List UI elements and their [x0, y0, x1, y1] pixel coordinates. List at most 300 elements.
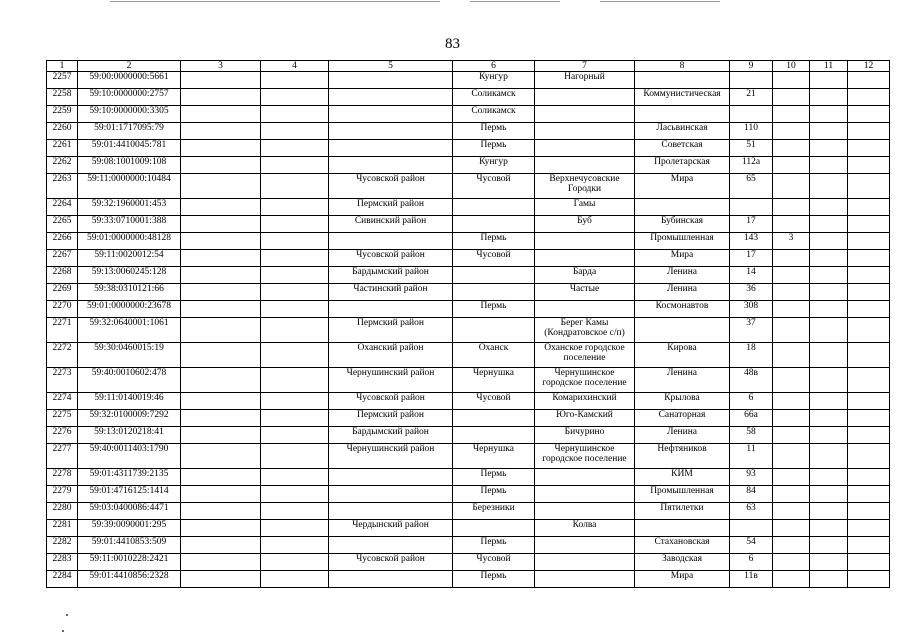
- table-cell: Санаторная: [635, 410, 730, 427]
- table-cell: [810, 123, 848, 140]
- scan-top-rule: [470, 1, 560, 2]
- table-cell: [810, 444, 848, 469]
- table-cell: Пермь: [453, 233, 535, 250]
- table-cell: [181, 123, 261, 140]
- table-cell: [810, 318, 848, 343]
- table-cell: 2275: [47, 410, 78, 427]
- table-cell: [810, 393, 848, 410]
- table-cell: Крылова: [635, 393, 730, 410]
- table-cell: 2258: [47, 89, 78, 106]
- table-row: [47, 410, 890, 427]
- table-cell: [261, 503, 329, 520]
- table-cell: Пролетарская: [635, 157, 730, 174]
- table-row: [47, 140, 890, 157]
- table-cell: [773, 318, 810, 343]
- table-cell: [181, 199, 261, 216]
- column-header: 7: [535, 61, 635, 72]
- table-cell: 59:11:0000000:10484: [78, 174, 181, 199]
- table-cell: [848, 250, 890, 267]
- table-cell: [261, 427, 329, 444]
- table-row: [47, 537, 890, 554]
- table-cell: [810, 427, 848, 444]
- table-cell: [635, 199, 730, 216]
- column-header: 12: [848, 61, 890, 72]
- table-cell: 59:32:1960001:453: [78, 199, 181, 216]
- table-header-row: [47, 61, 890, 72]
- table-cell: [810, 157, 848, 174]
- table-cell: [773, 469, 810, 486]
- table-cell: 59:33:0710001:388: [78, 216, 181, 233]
- table-cell: [181, 250, 261, 267]
- table-cell: [773, 520, 810, 537]
- table-cell: [535, 503, 635, 520]
- table-cell: [773, 393, 810, 410]
- table-cell: Берег Камы (Кондратовское с/п): [535, 318, 635, 343]
- column-header: 4: [261, 61, 329, 72]
- table-cell: [261, 571, 329, 588]
- table-cell: [773, 427, 810, 444]
- table-cell: [635, 106, 730, 123]
- table-cell: [329, 157, 453, 174]
- table-row: [47, 503, 890, 520]
- table-cell: Кунгур: [453, 72, 535, 89]
- table-cell: Чусовской район: [329, 554, 453, 571]
- table-cell: [261, 554, 329, 571]
- table-cell: [773, 106, 810, 123]
- table-cell: 110: [730, 123, 773, 140]
- table-cell: [181, 267, 261, 284]
- table-cell: [848, 284, 890, 301]
- table-cell: [261, 410, 329, 427]
- table-cell: Пятилетки: [635, 503, 730, 520]
- table-cell: [810, 233, 848, 250]
- table-cell: [181, 174, 261, 199]
- table-cell: 2268: [47, 267, 78, 284]
- table-cell: [535, 123, 635, 140]
- table-cell: [810, 199, 848, 216]
- table-cell: 37: [730, 318, 773, 343]
- table-cell: Пермь: [453, 301, 535, 318]
- table-cell: [181, 503, 261, 520]
- table-cell: [848, 199, 890, 216]
- table-row: [47, 554, 890, 571]
- table-cell: [848, 410, 890, 427]
- table-cell: [261, 267, 329, 284]
- table-cell: [773, 157, 810, 174]
- table-cell: [848, 123, 890, 140]
- table-cell: 59:01:4410045:781: [78, 140, 181, 157]
- page-number: 83: [445, 36, 460, 52]
- column-header: 10: [773, 61, 810, 72]
- table-cell: [848, 393, 890, 410]
- table-cell: [848, 520, 890, 537]
- table-row: [47, 233, 890, 250]
- table-cell: Промышленная: [635, 233, 730, 250]
- table-cell: Кунгур: [453, 157, 535, 174]
- table-cell: 59:08:1001009:108: [78, 157, 181, 174]
- table-cell: 59:13:0120218:41: [78, 427, 181, 444]
- table-cell: 59:39:0090001:295: [78, 520, 181, 537]
- table-cell: Чернушинское городское поселение: [535, 444, 635, 469]
- column-header: 3: [181, 61, 261, 72]
- table-cell: [635, 72, 730, 89]
- table-cell: [261, 233, 329, 250]
- table-cell: [181, 368, 261, 393]
- table-cell: [810, 72, 848, 89]
- table-cell: [535, 537, 635, 554]
- table-cell: Промышленная: [635, 486, 730, 503]
- table-cell: [773, 267, 810, 284]
- table-cell: 17: [730, 216, 773, 233]
- table-cell: Пермь: [453, 140, 535, 157]
- table-cell: 112а: [730, 157, 773, 174]
- table-row: [47, 486, 890, 503]
- table-cell: 17: [730, 250, 773, 267]
- table-cell: 2273: [47, 368, 78, 393]
- table-cell: [848, 469, 890, 486]
- table-cell: [773, 123, 810, 140]
- table-cell: 51: [730, 140, 773, 157]
- table-cell: 2280: [47, 503, 78, 520]
- table-cell: 65: [730, 174, 773, 199]
- table-cell: Бичурино: [535, 427, 635, 444]
- table-cell: Чернушинский район: [329, 368, 453, 393]
- table-cell: Космонавтов: [635, 301, 730, 318]
- table-cell: Чернушка: [453, 368, 535, 393]
- table-cell: [535, 250, 635, 267]
- table-cell: [453, 520, 535, 537]
- table-cell: Нагорный: [535, 72, 635, 89]
- table-row: [47, 343, 890, 368]
- table-cell: Буб: [535, 216, 635, 233]
- table-cell: 2259: [47, 106, 78, 123]
- table-cell: [261, 123, 329, 140]
- table-cell: 54: [730, 537, 773, 554]
- table-cell: [261, 157, 329, 174]
- table-cell: [535, 301, 635, 318]
- table-cell: Колва: [535, 520, 635, 537]
- table-cell: 11: [730, 444, 773, 469]
- table-cell: [329, 233, 453, 250]
- table-cell: [810, 554, 848, 571]
- table-cell: [329, 537, 453, 554]
- table-cell: 2270: [47, 301, 78, 318]
- table-cell: Юго-Камский: [535, 410, 635, 427]
- table-cell: [453, 199, 535, 216]
- table-cell: 14: [730, 267, 773, 284]
- table-cell: Чусовской район: [329, 393, 453, 410]
- table-cell: Чусовской район: [329, 250, 453, 267]
- table-cell: [181, 571, 261, 588]
- table-cell: [848, 318, 890, 343]
- table-cell: 2266: [47, 233, 78, 250]
- scan-top-rule: [110, 1, 440, 2]
- table-row: [47, 106, 890, 123]
- table-cell: [773, 537, 810, 554]
- table-cell: Нефтяников: [635, 444, 730, 469]
- table-row: [47, 199, 890, 216]
- table-cell: [810, 284, 848, 301]
- table-row: [47, 123, 890, 140]
- table-cell: [535, 571, 635, 588]
- table-cell: [261, 368, 329, 393]
- table-cell: 59:13:0060245:128: [78, 267, 181, 284]
- table-cell: [261, 174, 329, 199]
- table-cell: [261, 72, 329, 89]
- table-cell: [773, 444, 810, 469]
- table-cell: 2267: [47, 250, 78, 267]
- table-cell: Ленина: [635, 284, 730, 301]
- table-cell: [848, 368, 890, 393]
- table-cell: 2261: [47, 140, 78, 157]
- table-row: [47, 393, 890, 410]
- table-cell: 59:11:0010228:2421: [78, 554, 181, 571]
- table-cell: 3: [773, 233, 810, 250]
- table-cell: [261, 393, 329, 410]
- table-row: [47, 89, 890, 106]
- table-cell: 66а: [730, 410, 773, 427]
- table-cell: [773, 216, 810, 233]
- table-cell: 2284: [47, 571, 78, 588]
- table-cell: [181, 520, 261, 537]
- table-cell: 59:38:0310121:66: [78, 284, 181, 301]
- table-cell: Верхнечусовские Городки: [535, 174, 635, 199]
- column-header: 1: [47, 61, 78, 72]
- table-cell: [773, 571, 810, 588]
- table-cell: [535, 89, 635, 106]
- table-cell: [810, 469, 848, 486]
- table-cell: Пермь: [453, 537, 535, 554]
- table-cell: [261, 106, 329, 123]
- registry-body: [47, 72, 890, 588]
- table-cell: [261, 284, 329, 301]
- table-cell: [329, 486, 453, 503]
- table-cell: [535, 469, 635, 486]
- table-cell: Чусовой: [453, 554, 535, 571]
- table-cell: [261, 444, 329, 469]
- table-cell: [181, 140, 261, 157]
- table-cell: [181, 284, 261, 301]
- table-cell: [848, 486, 890, 503]
- table-cell: 59:01:4311739:2135: [78, 469, 181, 486]
- table-cell: 58: [730, 427, 773, 444]
- table-cell: 6: [730, 554, 773, 571]
- table-cell: Березники: [453, 503, 535, 520]
- table-cell: 2262: [47, 157, 78, 174]
- table-cell: [535, 140, 635, 157]
- table-row: [47, 444, 890, 469]
- table-cell: 84: [730, 486, 773, 503]
- table-cell: [261, 469, 329, 486]
- table-cell: 2269: [47, 284, 78, 301]
- table-cell: [453, 318, 535, 343]
- table-cell: [810, 216, 848, 233]
- table-cell: 59:11:0020012:54: [78, 250, 181, 267]
- table-cell: Чусовой: [453, 250, 535, 267]
- table-cell: Пермь: [453, 486, 535, 503]
- table-cell: [810, 250, 848, 267]
- table-cell: [848, 267, 890, 284]
- table-cell: [261, 199, 329, 216]
- table-cell: [848, 571, 890, 588]
- table-cell: 59:00:0000000:5661: [78, 72, 181, 89]
- table-cell: [773, 199, 810, 216]
- table-row: [47, 157, 890, 174]
- table-cell: [773, 503, 810, 520]
- table-cell: [773, 410, 810, 427]
- registry-table: [46, 60, 890, 588]
- table-cell: [810, 503, 848, 520]
- table-cell: [181, 89, 261, 106]
- table-cell: Мира: [635, 174, 730, 199]
- table-cell: [453, 216, 535, 233]
- table-cell: [810, 571, 848, 588]
- table-cell: [181, 106, 261, 123]
- table-cell: [848, 503, 890, 520]
- table-cell: 59:11:0140019:46: [78, 393, 181, 410]
- table-cell: Чернушинский район: [329, 444, 453, 469]
- table-cell: [848, 233, 890, 250]
- table-cell: [329, 89, 453, 106]
- table-cell: КИМ: [635, 469, 730, 486]
- table-cell: [261, 216, 329, 233]
- table-cell: Гамы: [535, 199, 635, 216]
- table-cell: [181, 216, 261, 233]
- scan-speck: [66, 614, 68, 616]
- table-cell: [261, 301, 329, 318]
- table-cell: Заводская: [635, 554, 730, 571]
- table-cell: [181, 301, 261, 318]
- table-cell: [329, 503, 453, 520]
- table-cell: [535, 106, 635, 123]
- table-cell: [848, 427, 890, 444]
- table-cell: [329, 301, 453, 318]
- table-cell: [181, 444, 261, 469]
- table-cell: [773, 284, 810, 301]
- table-cell: [329, 106, 453, 123]
- table-cell: 18: [730, 343, 773, 368]
- table-cell: [848, 157, 890, 174]
- table-cell: [848, 301, 890, 318]
- table-cell: Мира: [635, 250, 730, 267]
- table-cell: [730, 106, 773, 123]
- table-cell: 59:03:0400086:4471: [78, 503, 181, 520]
- table-cell: [181, 343, 261, 368]
- table-cell: [181, 393, 261, 410]
- table-cell: Пермь: [453, 571, 535, 588]
- table-cell: [773, 486, 810, 503]
- table-cell: [848, 89, 890, 106]
- table-cell: Чернушка: [453, 444, 535, 469]
- table-row: [47, 318, 890, 343]
- table-cell: [810, 343, 848, 368]
- table-cell: [848, 140, 890, 157]
- table-cell: 59:40:0011403:1790: [78, 444, 181, 469]
- table-cell: [181, 469, 261, 486]
- table-row: [47, 250, 890, 267]
- table-cell: [810, 267, 848, 284]
- table-cell: Кирова: [635, 343, 730, 368]
- table-cell: Чердынский район: [329, 520, 453, 537]
- table-cell: Ленина: [635, 267, 730, 284]
- table-cell: Чусовской район: [329, 174, 453, 199]
- table-cell: 59:10:0000000:3305: [78, 106, 181, 123]
- table-cell: [810, 140, 848, 157]
- table-cell: 11в: [730, 571, 773, 588]
- table-cell: [329, 140, 453, 157]
- table-cell: 2282: [47, 537, 78, 554]
- table-cell: 143: [730, 233, 773, 250]
- table-cell: [773, 72, 810, 89]
- table-cell: Чернушинское городское поселение: [535, 368, 635, 393]
- table-cell: 59:01:4716125:1414: [78, 486, 181, 503]
- table-cell: 2272: [47, 343, 78, 368]
- table-cell: [773, 89, 810, 106]
- table-row: [47, 469, 890, 486]
- table-cell: [181, 157, 261, 174]
- table-cell: 59:01:0000000:23678: [78, 301, 181, 318]
- column-header: 6: [453, 61, 535, 72]
- table-row: [47, 284, 890, 301]
- table-cell: Оханский район: [329, 343, 453, 368]
- table-cell: Советская: [635, 140, 730, 157]
- column-header: 11: [810, 61, 848, 72]
- table-cell: 308: [730, 301, 773, 318]
- table-cell: Оханск: [453, 343, 535, 368]
- table-cell: 2260: [47, 123, 78, 140]
- table-cell: [181, 233, 261, 250]
- table-cell: [730, 520, 773, 537]
- table-cell: 63: [730, 503, 773, 520]
- table-row: [47, 427, 890, 444]
- table-cell: Ленина: [635, 368, 730, 393]
- table-row: [47, 174, 890, 199]
- table-row: [47, 368, 890, 393]
- table-cell: [535, 486, 635, 503]
- table-cell: [329, 469, 453, 486]
- table-cell: 6: [730, 393, 773, 410]
- table-row: [47, 216, 890, 233]
- table-cell: [810, 537, 848, 554]
- table-cell: [453, 427, 535, 444]
- table-cell: [810, 368, 848, 393]
- table-cell: 59:32:0640001:1061: [78, 318, 181, 343]
- table-cell: 59:40:0010602:478: [78, 368, 181, 393]
- table-cell: Коммунистическая: [635, 89, 730, 106]
- table-cell: Комарихинский: [535, 393, 635, 410]
- table-cell: Ленина: [635, 427, 730, 444]
- table-row: [47, 520, 890, 537]
- table-cell: [181, 410, 261, 427]
- table-cell: [181, 318, 261, 343]
- table-cell: Бубинская: [635, 216, 730, 233]
- table-cell: [773, 301, 810, 318]
- column-header: 8: [635, 61, 730, 72]
- table-cell: [261, 89, 329, 106]
- table-cell: [810, 520, 848, 537]
- table-cell: 21: [730, 89, 773, 106]
- table-cell: 2281: [47, 520, 78, 537]
- table-cell: [261, 537, 329, 554]
- table-cell: [810, 410, 848, 427]
- table-cell: 2265: [47, 216, 78, 233]
- scan-speck: [62, 630, 64, 632]
- table-cell: [181, 427, 261, 444]
- table-cell: [773, 343, 810, 368]
- table-cell: 59:10:0000000:2757: [78, 89, 181, 106]
- table-cell: [810, 174, 848, 199]
- table-cell: [635, 520, 730, 537]
